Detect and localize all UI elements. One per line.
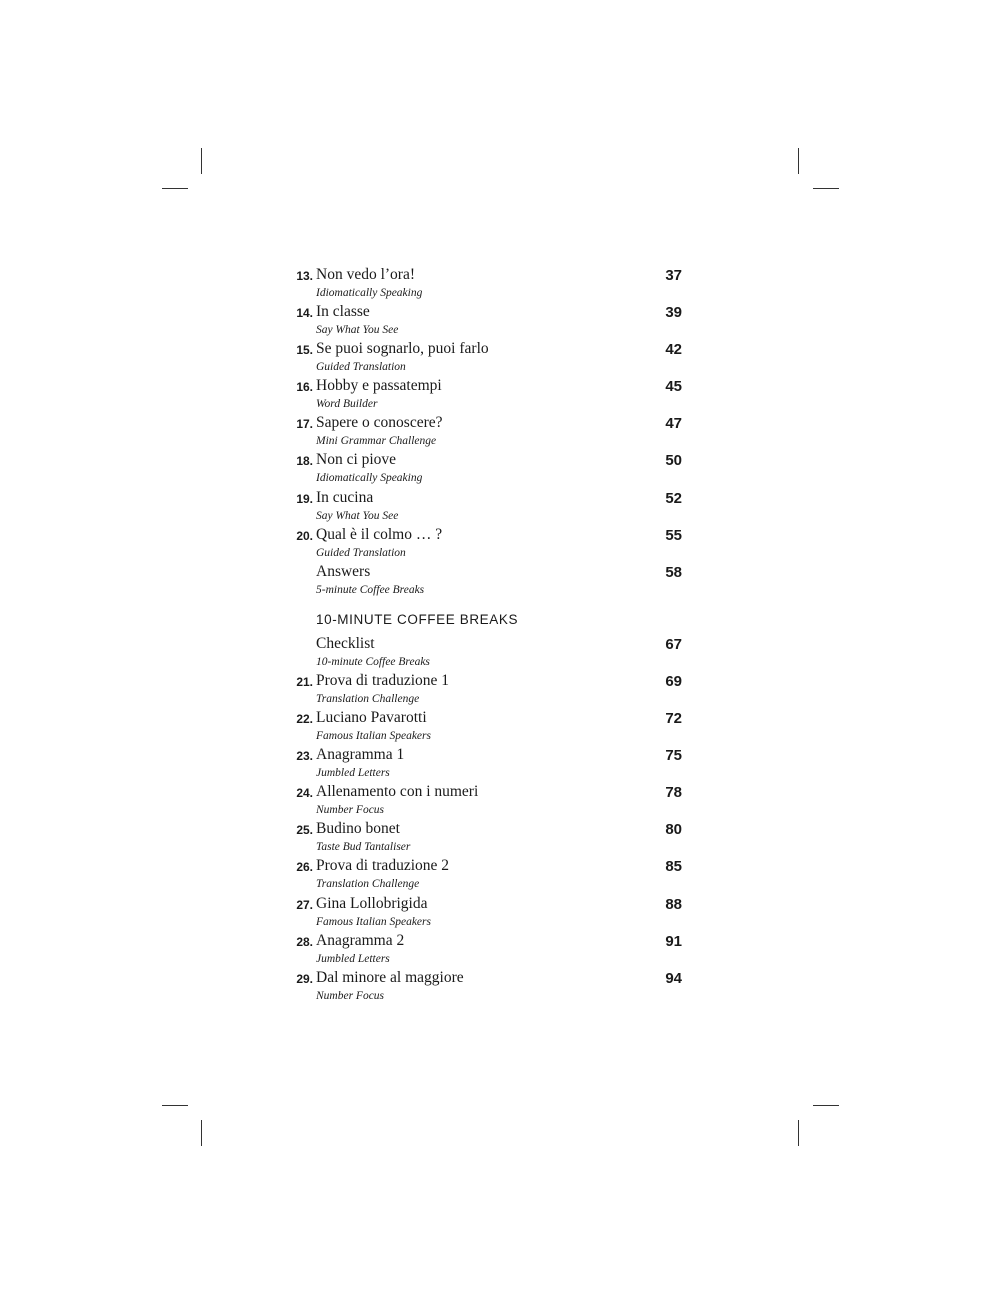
toc-entry[interactable] [280, 709, 690, 746]
toc-entry[interactable] [280, 303, 690, 340]
entry-title: Budino bonet [316, 820, 400, 838]
entry-title: Gina Lollobrigida [316, 894, 428, 912]
entry-page-number: 52 [665, 489, 682, 507]
crop-mark-top-right-horizontal [813, 188, 839, 189]
toc-entry[interactable] [280, 932, 690, 969]
entry-subtitle: Guided Translation [316, 361, 406, 374]
toc-entry[interactable] [280, 857, 690, 894]
toc-entry[interactable] [280, 672, 690, 709]
entry-number: 13. [296, 269, 313, 283]
crop-mark-bottom-left-vertical [201, 1120, 202, 1146]
entry-subtitle: Famous Italian Speakers [316, 730, 431, 743]
entry-number: 15. [296, 343, 313, 358]
entry-number: 21. [296, 674, 313, 689]
toc-entry[interactable] [280, 377, 690, 414]
crop-mark-bottom-right-horizontal [813, 1105, 839, 1106]
entry-page-number: 94 [665, 969, 682, 987]
entry-number: 17. [296, 417, 313, 432]
entry-page-number: 69 [665, 672, 682, 690]
crop-mark-bottom-left-horizontal [162, 1105, 188, 1106]
section-heading-text: 10-MINUTE COFFEE BREAKS [316, 611, 519, 627]
toc-entry[interactable] [280, 746, 690, 783]
entry-title: Anagramma 1 [316, 746, 405, 764]
entry-number: 28. [296, 934, 313, 949]
entry-page-number: 58 [665, 563, 682, 581]
entry-subtitle: Idiomatically Speaking [316, 472, 423, 485]
entry-page-number: 72 [665, 710, 682, 728]
entry-subtitle: 10-minute Coffee Breaks [316, 655, 430, 668]
entry-number: 18. [296, 454, 313, 469]
entry-title: Qual è il colmo … ? [316, 525, 443, 543]
toc-entry[interactable] [280, 489, 690, 526]
entry-number: 16. [296, 380, 313, 395]
entry-title: Prova di traduzione 1 [316, 671, 450, 689]
entry-subtitle: Famous Italian Speakers [316, 915, 431, 928]
toc-entry[interactable] [280, 563, 690, 600]
toc-section [280, 612, 690, 1006]
entry-title: Answers [316, 562, 371, 580]
entry-title: Dal minore al maggiore [316, 968, 464, 986]
entry-number: 24. [296, 786, 313, 801]
toc-section [280, 266, 690, 600]
entry-subtitle: Number Focus [316, 804, 385, 817]
entry-number: 20. [296, 528, 313, 543]
entry-subtitle: Jumbled Letters [316, 767, 390, 780]
toc-entry[interactable] [280, 414, 690, 451]
entry-subtitle: Word Builder [316, 398, 378, 411]
entry-number: 25. [296, 823, 313, 838]
entry-title: Prova di traduzione 2 [316, 857, 450, 875]
entry-subtitle: Say What You See [316, 509, 399, 522]
entry-page-number: 37 [665, 267, 682, 284]
entry-title: Hobby e passatempi [316, 377, 442, 395]
entry-title: Luciano Pavarotti [316, 709, 427, 727]
entry-number: 27. [296, 897, 313, 912]
entry-page-number: 67 [665, 635, 682, 653]
entry-page-number: 55 [665, 526, 682, 544]
crop-mark-top-right-vertical [798, 148, 799, 174]
entry-subtitle: Taste Bud Tantaliser [316, 841, 411, 854]
entry-subtitle: Say What You See [316, 324, 399, 337]
entry-page-number: 39 [665, 304, 682, 322]
entry-title: Anagramma 2 [316, 931, 405, 949]
entry-subtitle: Translation Challenge [316, 692, 420, 705]
entry-title: In classe [316, 303, 370, 321]
entry-number: 29. [296, 971, 313, 986]
toc-entry[interactable] [280, 895, 690, 932]
entry-subtitle: Jumbled Letters [316, 952, 390, 965]
entry-page-number: 85 [665, 858, 682, 876]
toc-entry[interactable] [280, 340, 690, 377]
toc-entry[interactable] [280, 969, 690, 1006]
entry-page-number: 80 [665, 821, 682, 839]
toc-entry[interactable] [280, 635, 690, 672]
entry-subtitle: Guided Translation [316, 546, 406, 559]
entry-subtitle: Number Focus [316, 989, 385, 1002]
toc-entry[interactable] [280, 526, 690, 563]
toc-entry[interactable] [280, 783, 690, 820]
entry-page-number: 50 [665, 452, 682, 470]
entry-title: Sapere o conoscere? [316, 414, 443, 432]
entry-page-number: 75 [665, 747, 682, 765]
entry-subtitle: 5-minute Coffee Breaks [316, 583, 425, 596]
entry-title: In cucina [316, 488, 374, 506]
table-of-contents [280, 266, 690, 1006]
entry-number: 14. [296, 306, 313, 321]
entry-subtitle: Mini Grammar Challenge [316, 435, 437, 448]
crop-mark-bottom-right-vertical [798, 1120, 799, 1146]
entry-page-number: 88 [665, 895, 682, 913]
entry-title: Allenamento con i numeri [316, 783, 479, 801]
entry-page-number: 47 [665, 415, 682, 433]
entry-page-number: 78 [665, 784, 682, 802]
entry-page-number: 91 [665, 932, 682, 950]
entry-subtitle: Translation Challenge [316, 878, 420, 891]
entry-title: Se puoi sognarlo, puoi farlo [316, 340, 489, 358]
entry-subtitle: Idiomatically Speaking [316, 287, 423, 299]
section-heading [280, 612, 690, 635]
crop-mark-top-left-vertical [201, 148, 202, 174]
toc-entry[interactable] [280, 820, 690, 857]
entry-number: 19. [296, 491, 313, 506]
entry-title: Non ci piove [316, 451, 397, 469]
entry-page-number: 45 [665, 378, 682, 396]
toc-entry[interactable] [280, 266, 690, 303]
crop-mark-top-left-horizontal [162, 188, 188, 189]
entry-title: Checklist [316, 634, 375, 652]
entry-page-number: 42 [665, 341, 682, 359]
entry-number: 26. [296, 860, 313, 875]
entry-title: Non vedo l’ora! [316, 266, 415, 283]
entry-number: 22. [296, 712, 313, 727]
toc-entry[interactable] [280, 451, 690, 488]
entry-number: 23. [296, 749, 313, 764]
